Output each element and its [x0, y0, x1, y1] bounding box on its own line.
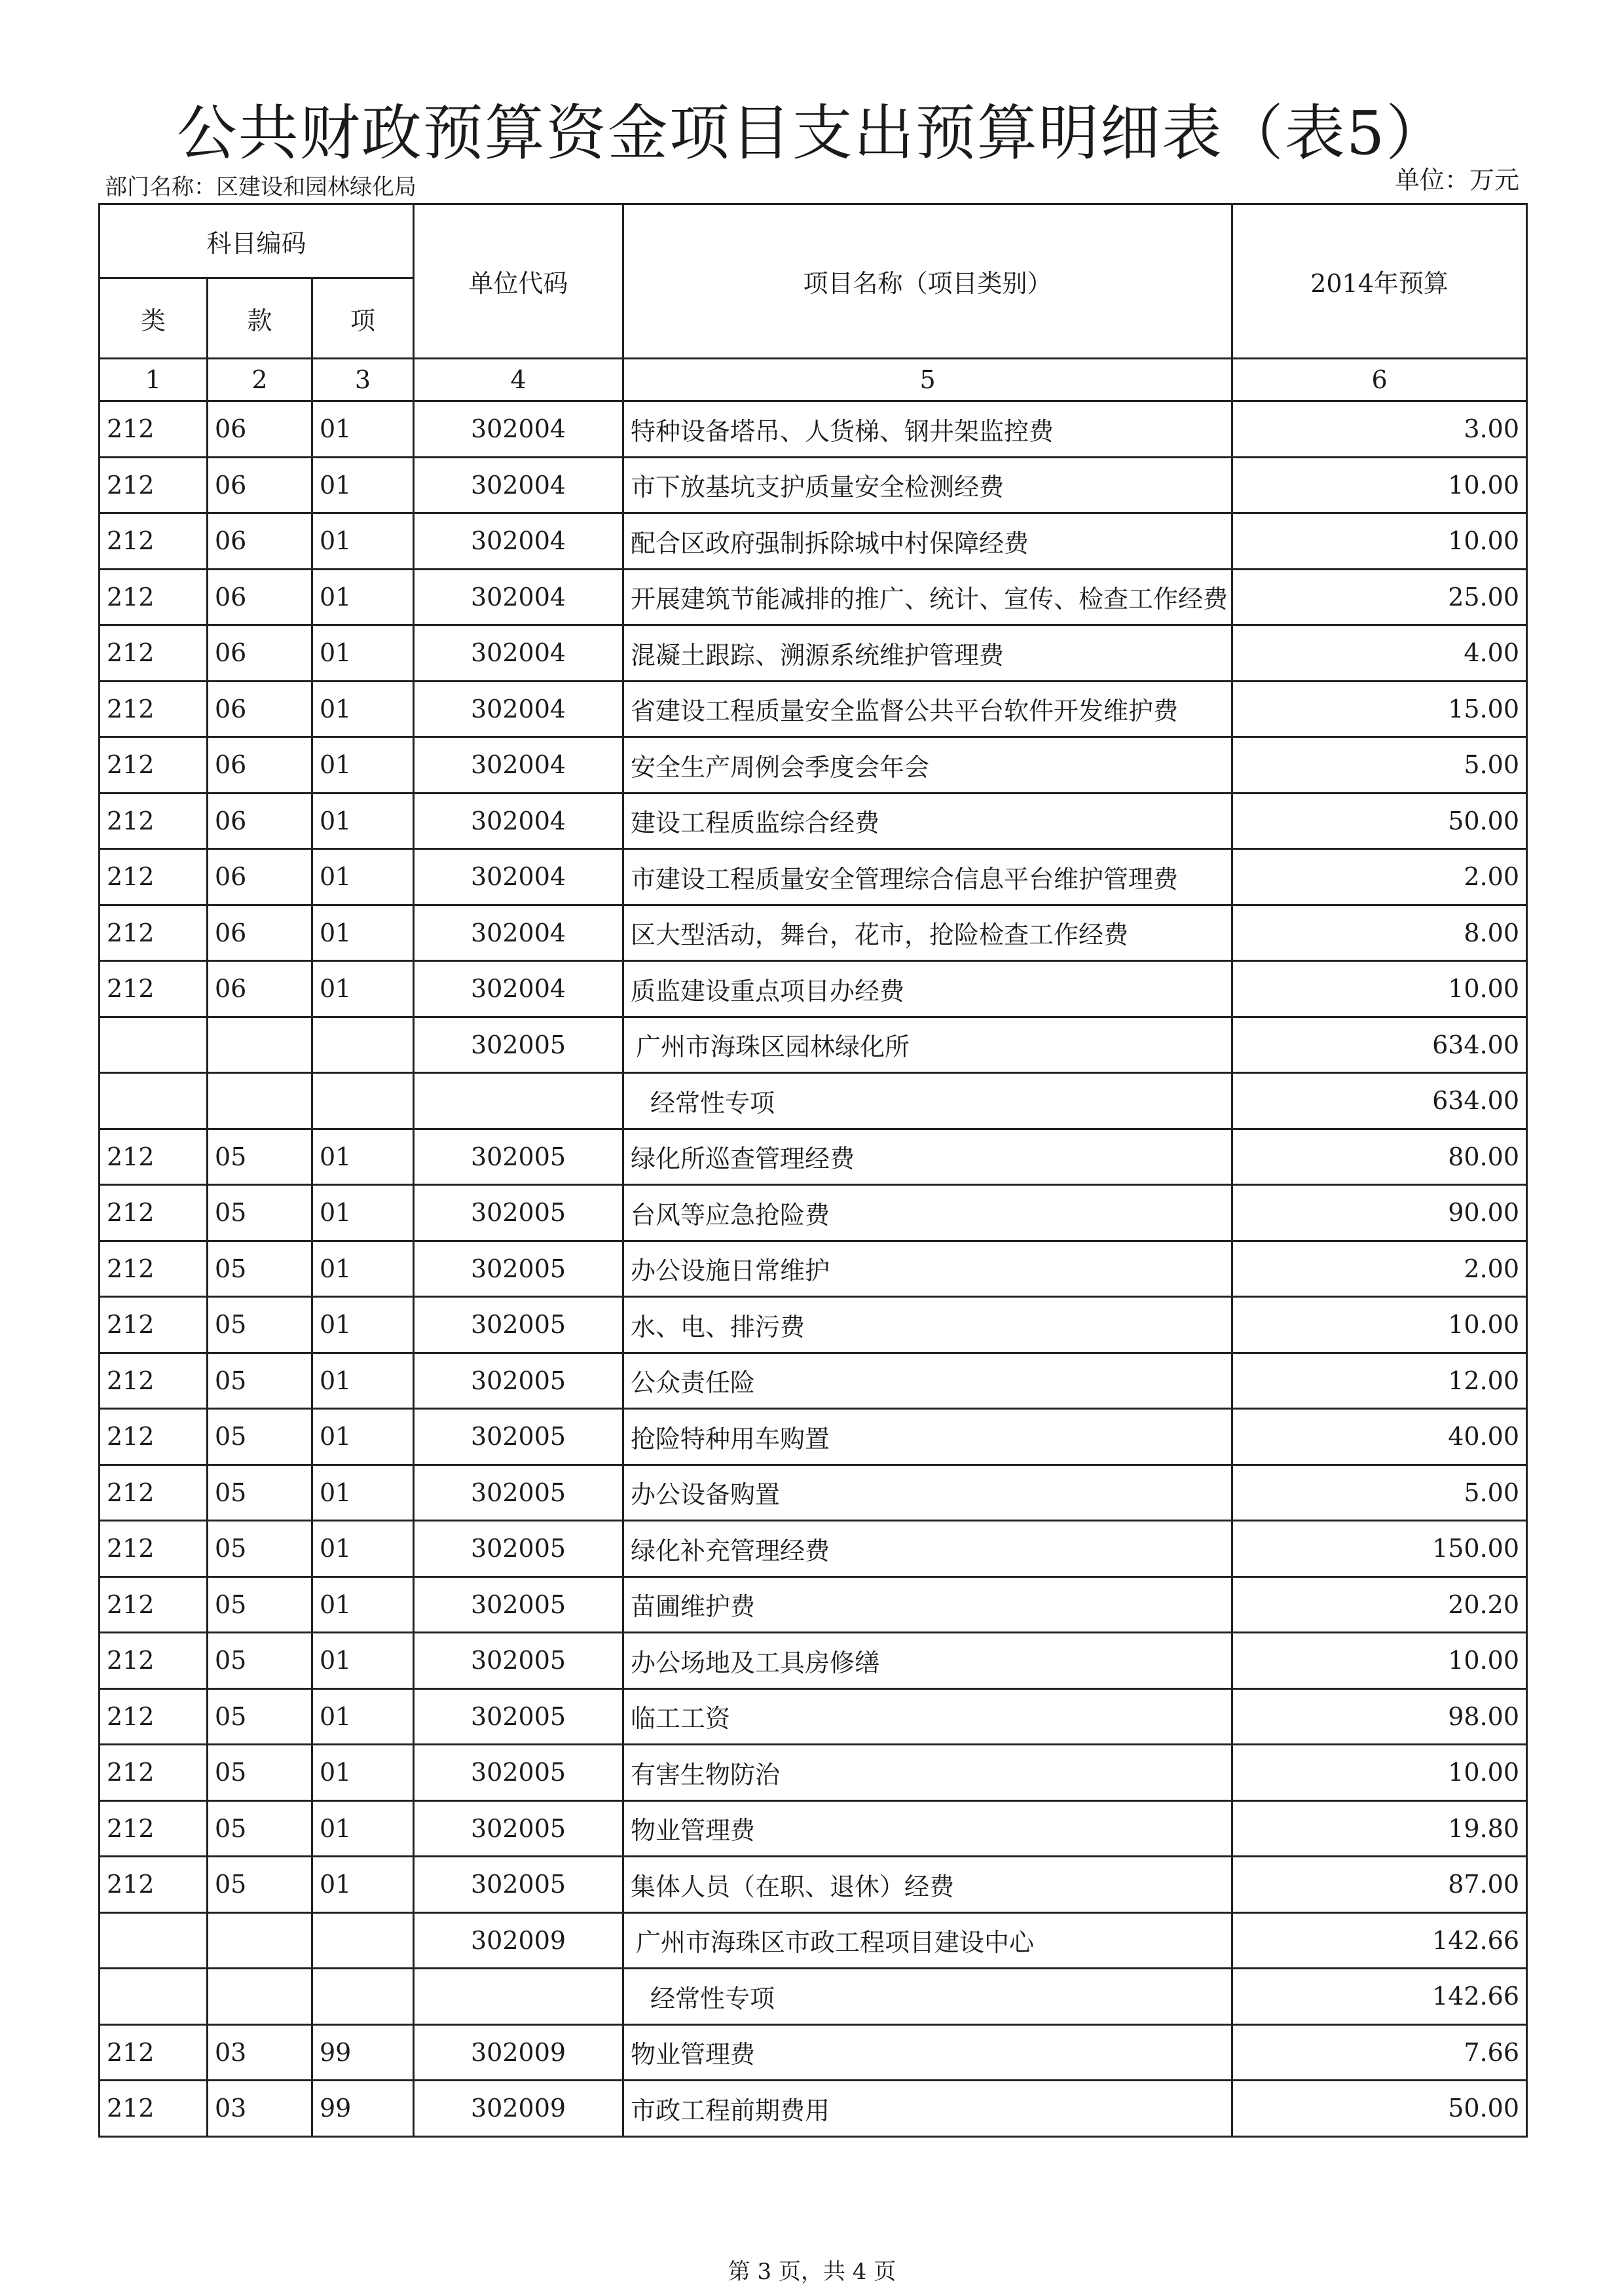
cell-lei	[100, 1017, 208, 1073]
cell-project-name: 建设工程质监综合经费	[623, 793, 1232, 849]
cell-lei: 212	[100, 1129, 208, 1185]
cell-project-name: 质监建设重点项目办经费	[623, 961, 1232, 1017]
cell-kuan: 06	[208, 401, 312, 458]
cell-budget-amount: 20.20	[1232, 1576, 1527, 1633]
cell-kuan	[208, 1912, 312, 1969]
budget-table	[98, 203, 1528, 2138]
cell-kuan: 05	[208, 1576, 312, 1633]
cell-budget-amount: 5.00	[1232, 1465, 1527, 1521]
cell-project-name: 办公设施日常维护	[623, 1241, 1232, 1297]
table-row	[100, 1576, 1527, 1633]
cell-unit-code: 302005	[414, 1857, 623, 1913]
department-label: 部门名称：区建设和园林绿化局	[105, 174, 416, 200]
table-row	[100, 681, 1527, 737]
cell-budget-amount: 8.00	[1232, 905, 1527, 961]
cell-lei: 212	[100, 1185, 208, 1241]
col-number: 2	[208, 359, 312, 401]
cell-project-name: 绿化补充管理经费	[623, 1521, 1232, 1577]
cell-xiang: 01	[312, 1465, 414, 1521]
cell-xiang: 01	[312, 569, 414, 625]
cell-xiang: 01	[312, 625, 414, 682]
cell-budget-amount: 10.00	[1232, 961, 1527, 1017]
cell-unit-code: 302005	[414, 1409, 623, 1465]
col-number: 1	[100, 359, 208, 401]
cell-project-name: 物业管理费	[623, 2024, 1232, 2081]
cell-budget-amount: 80.00	[1232, 1129, 1527, 1185]
table-row	[100, 1465, 1527, 1521]
cell-project-name: 公众责任险	[623, 1353, 1232, 1409]
cell-kuan: 06	[208, 849, 312, 905]
cell-xiang: 01	[312, 1688, 414, 1745]
cell-xiang	[312, 1073, 414, 1129]
cell-lei: 212	[100, 1409, 208, 1465]
cell-lei: 212	[100, 1857, 208, 1913]
cell-unit-code: 302004	[414, 681, 623, 737]
cell-project-name: 省建设工程质量安全监督公共平台软件开发维护费	[623, 681, 1232, 737]
cell-budget-amount: 50.00	[1232, 793, 1527, 849]
table-row	[100, 1521, 1527, 1577]
cell-unit-code: 302004	[414, 793, 623, 849]
table-row	[100, 1185, 1527, 1241]
cell-budget-amount: 2.00	[1232, 1241, 1527, 1297]
cell-kuan	[208, 1017, 312, 1073]
header-xiang: 项	[312, 278, 414, 359]
cell-unit-code	[414, 1969, 623, 2025]
table-row	[100, 905, 1527, 961]
cell-budget-amount: 25.00	[1232, 569, 1527, 625]
cell-project-name: 集体人员（在职、退休）经费	[623, 1857, 1232, 1913]
cell-xiang	[312, 1017, 414, 1073]
cell-project-name: 有害生物防治	[623, 1745, 1232, 1801]
cell-xiang: 01	[312, 1857, 414, 1913]
cell-xiang: 99	[312, 2024, 414, 2081]
table-row	[100, 457, 1527, 513]
cell-budget-amount: 90.00	[1232, 1185, 1527, 1241]
cell-unit-code: 302009	[414, 1912, 623, 1969]
cell-unit-code: 302005	[414, 1688, 623, 1745]
cell-xiang: 01	[312, 513, 414, 570]
table-row	[100, 793, 1527, 849]
cell-kuan: 03	[208, 2024, 312, 2081]
cell-xiang: 01	[312, 1129, 414, 1185]
cell-budget-amount: 10.00	[1232, 457, 1527, 513]
cell-xiang: 01	[312, 1297, 414, 1353]
cell-project-name: 特种设备塔吊、人货梯、钢井架监控费	[623, 401, 1232, 458]
cell-kuan: 06	[208, 905, 312, 961]
cell-project-name: 苗圃维护费	[623, 1576, 1232, 1633]
cell-project-name: 混凝土跟踪、溯源系统维护管理费	[623, 625, 1232, 682]
cell-budget-amount: 12.00	[1232, 1353, 1527, 1409]
cell-project-name: 安全生产周例会季度会年会	[623, 737, 1232, 793]
cell-kuan: 05	[208, 1465, 312, 1521]
page-title: 公共财政预算资金项目支出预算明细表（表5）	[176, 98, 1448, 168]
header-project-name: 项目名称（项目类别）	[623, 204, 1232, 359]
cell-budget-amount: 10.00	[1232, 1745, 1527, 1801]
table-row	[100, 1857, 1527, 1913]
cell-kuan: 06	[208, 513, 312, 570]
cell-xiang: 01	[312, 1633, 414, 1689]
cell-project-name: 广州市海珠区园林绿化所	[623, 1017, 1232, 1073]
cell-budget-amount: 87.00	[1232, 1857, 1527, 1913]
cell-lei: 212	[100, 793, 208, 849]
table-row	[100, 1688, 1527, 1745]
col-number: 5	[623, 359, 1232, 401]
cell-project-name: 市建设工程质量安全管理综合信息平台维护管理费	[623, 849, 1232, 905]
cell-project-name: 经常性专项	[623, 1073, 1232, 1129]
cell-lei	[100, 1073, 208, 1129]
table-row	[100, 849, 1527, 905]
cell-budget-amount: 7.66	[1232, 2024, 1527, 2081]
cell-xiang: 01	[312, 793, 414, 849]
table-row	[100, 1017, 1527, 1073]
table-row	[100, 1745, 1527, 1801]
header-kuan: 款	[208, 278, 312, 359]
cell-kuan: 05	[208, 1633, 312, 1689]
cell-unit-code	[414, 1073, 623, 1129]
cell-budget-amount: 10.00	[1232, 513, 1527, 570]
cell-lei: 212	[100, 1297, 208, 1353]
table-row	[100, 1353, 1527, 1409]
unit-label: 单位：万元	[1394, 166, 1519, 194]
cell-project-name: 抢险特种用车购置	[623, 1409, 1232, 1465]
cell-xiang: 01	[312, 1353, 414, 1409]
cell-lei: 212	[100, 961, 208, 1017]
cell-kuan: 05	[208, 1688, 312, 1745]
cell-project-name: 绿化所巡查管理经费	[623, 1129, 1232, 1185]
cell-budget-amount: 142.66	[1232, 1969, 1527, 2025]
cell-unit-code: 302005	[414, 1633, 623, 1689]
cell-unit-code: 302005	[414, 1353, 623, 1409]
cell-budget-amount: 19.80	[1232, 1800, 1527, 1857]
cell-kuan: 05	[208, 1241, 312, 1297]
table-row	[100, 1073, 1527, 1129]
cell-unit-code: 302004	[414, 457, 623, 513]
cell-kuan: 05	[208, 1353, 312, 1409]
col-number: 6	[1232, 359, 1527, 401]
header-lei: 类	[100, 278, 208, 359]
cell-kuan: 05	[208, 1857, 312, 1913]
cell-project-name: 区大型活动，舞台，花市，抢险检查工作经费	[623, 905, 1232, 961]
cell-project-name: 物业管理费	[623, 1800, 1232, 1857]
table-row	[100, 1409, 1527, 1465]
cell-kuan: 06	[208, 793, 312, 849]
cell-budget-amount: 5.00	[1232, 737, 1527, 793]
cell-lei: 212	[100, 737, 208, 793]
cell-budget-amount: 40.00	[1232, 1409, 1527, 1465]
cell-kuan: 06	[208, 961, 312, 1017]
table-row	[100, 1241, 1527, 1297]
table-row	[100, 401, 1527, 458]
cell-budget-amount: 634.00	[1232, 1073, 1527, 1129]
cell-project-name: 配合区政府强制拆除城中村保障经费	[623, 513, 1232, 570]
cell-project-name: 水、电、排污费	[623, 1297, 1232, 1353]
cell-unit-code: 302005	[414, 1465, 623, 1521]
cell-kuan: 06	[208, 681, 312, 737]
cell-xiang: 01	[312, 1241, 414, 1297]
cell-kuan: 03	[208, 2081, 312, 2137]
table-row	[100, 2024, 1527, 2081]
cell-budget-amount: 10.00	[1232, 1633, 1527, 1689]
header-subject-code: 科目编码	[100, 204, 414, 278]
table-row	[100, 1912, 1527, 1969]
cell-xiang: 01	[312, 849, 414, 905]
cell-unit-code: 302004	[414, 625, 623, 682]
cell-kuan: 05	[208, 1521, 312, 1577]
cell-xiang: 01	[312, 681, 414, 737]
cell-kuan	[208, 1073, 312, 1129]
cell-xiang: 01	[312, 1800, 414, 1857]
cell-lei: 212	[100, 513, 208, 570]
cell-lei: 212	[100, 1688, 208, 1745]
cell-unit-code: 302004	[414, 737, 623, 793]
cell-budget-amount: 634.00	[1232, 1017, 1527, 1073]
table-body	[100, 401, 1527, 2137]
cell-unit-code: 302009	[414, 2024, 623, 2081]
cell-project-name: 经常性专项	[623, 1969, 1232, 2025]
cell-xiang: 01	[312, 961, 414, 1017]
cell-lei: 212	[100, 2024, 208, 2081]
page-footer: 第 3 页，共 4 页	[728, 2259, 896, 2285]
cell-budget-amount: 50.00	[1232, 2081, 1527, 2137]
cell-budget-amount: 10.00	[1232, 1297, 1527, 1353]
cell-kuan: 06	[208, 457, 312, 513]
cell-unit-code: 302005	[414, 1521, 623, 1577]
cell-lei	[100, 1912, 208, 1969]
cell-kuan: 06	[208, 569, 312, 625]
cell-budget-amount: 3.00	[1232, 401, 1527, 458]
cell-budget-amount: 15.00	[1232, 681, 1527, 737]
table-row	[100, 961, 1527, 1017]
cell-kuan: 05	[208, 1297, 312, 1353]
cell-kuan: 05	[208, 1409, 312, 1465]
cell-unit-code: 302004	[414, 401, 623, 458]
cell-kuan: 05	[208, 1800, 312, 1857]
cell-xiang	[312, 1912, 414, 1969]
cell-unit-code: 302004	[414, 849, 623, 905]
cell-kuan: 06	[208, 737, 312, 793]
cell-lei: 212	[100, 625, 208, 682]
cell-project-name: 办公场地及工具房修缮	[623, 1633, 1232, 1689]
table-row	[100, 513, 1527, 570]
cell-budget-amount: 98.00	[1232, 1688, 1527, 1745]
table-row	[100, 1633, 1527, 1689]
cell-unit-code: 302005	[414, 1129, 623, 1185]
cell-project-name: 临工工资	[623, 1688, 1232, 1745]
cell-lei: 212	[100, 1800, 208, 1857]
cell-lei	[100, 1969, 208, 2025]
cell-project-name: 市下放基坑支护质量安全检测经费	[623, 457, 1232, 513]
cell-lei: 212	[100, 1353, 208, 1409]
table-row	[100, 1129, 1527, 1185]
cell-unit-code: 302004	[414, 513, 623, 570]
col-number: 3	[312, 359, 414, 401]
cell-xiang: 01	[312, 1185, 414, 1241]
cell-lei: 212	[100, 1633, 208, 1689]
cell-xiang	[312, 1969, 414, 2025]
cell-lei: 212	[100, 905, 208, 961]
cell-lei: 212	[100, 1576, 208, 1633]
cell-unit-code: 302005	[414, 1800, 623, 1857]
cell-unit-code: 302004	[414, 961, 623, 1017]
col-number: 4	[414, 359, 623, 401]
cell-unit-code: 302005	[414, 1745, 623, 1801]
cell-kuan	[208, 1969, 312, 2025]
cell-unit-code: 302004	[414, 569, 623, 625]
table-row	[100, 1800, 1527, 1857]
cell-lei: 212	[100, 457, 208, 513]
cell-project-name: 广州市海珠区市政工程项目建设中心	[623, 1912, 1232, 1969]
table-row	[100, 625, 1527, 682]
cell-kuan: 06	[208, 625, 312, 682]
cell-kuan: 05	[208, 1129, 312, 1185]
cell-kuan: 05	[208, 1745, 312, 1801]
cell-xiang: 01	[312, 737, 414, 793]
cell-xiang: 01	[312, 1745, 414, 1801]
header-budget: 2014年预算	[1232, 204, 1527, 359]
cell-lei: 212	[100, 849, 208, 905]
cell-lei: 212	[100, 681, 208, 737]
table-row	[100, 737, 1527, 793]
cell-lei: 212	[100, 401, 208, 458]
table-row	[100, 1969, 1527, 2025]
table-row	[100, 569, 1527, 625]
cell-lei: 212	[100, 1241, 208, 1297]
cell-unit-code: 302005	[414, 1576, 623, 1633]
cell-unit-code: 302009	[414, 2081, 623, 2137]
cell-unit-code: 302005	[414, 1017, 623, 1073]
cell-lei: 212	[100, 1745, 208, 1801]
table-row	[100, 1297, 1527, 1353]
cell-xiang: 01	[312, 1576, 414, 1633]
cell-unit-code: 302004	[414, 905, 623, 961]
cell-xiang: 01	[312, 1409, 414, 1465]
cell-xiang: 01	[312, 1521, 414, 1577]
header-unit-code: 单位代码	[414, 204, 623, 359]
cell-unit-code: 302005	[414, 1185, 623, 1241]
cell-budget-amount: 4.00	[1232, 625, 1527, 682]
cell-xiang: 01	[312, 905, 414, 961]
cell-budget-amount: 150.00	[1232, 1521, 1527, 1577]
cell-kuan: 05	[208, 1185, 312, 1241]
cell-budget-amount: 142.66	[1232, 1912, 1527, 1969]
cell-xiang: 01	[312, 457, 414, 513]
cell-project-name: 台风等应急抢险费	[623, 1185, 1232, 1241]
cell-lei: 212	[100, 569, 208, 625]
cell-budget-amount: 2.00	[1232, 849, 1527, 905]
cell-project-name: 开展建筑节能减排的推广、统计、宣传、检查工作经费	[623, 569, 1232, 625]
cell-lei: 212	[100, 1465, 208, 1521]
cell-lei: 212	[100, 2081, 208, 2137]
cell-unit-code: 302005	[414, 1241, 623, 1297]
cell-xiang: 01	[312, 401, 414, 458]
cell-project-name: 办公设备购置	[623, 1465, 1232, 1521]
cell-project-name: 市政工程前期费用	[623, 2081, 1232, 2137]
cell-lei: 212	[100, 1521, 208, 1577]
cell-xiang: 99	[312, 2081, 414, 2137]
table-row	[100, 2081, 1527, 2137]
cell-unit-code: 302005	[414, 1297, 623, 1353]
